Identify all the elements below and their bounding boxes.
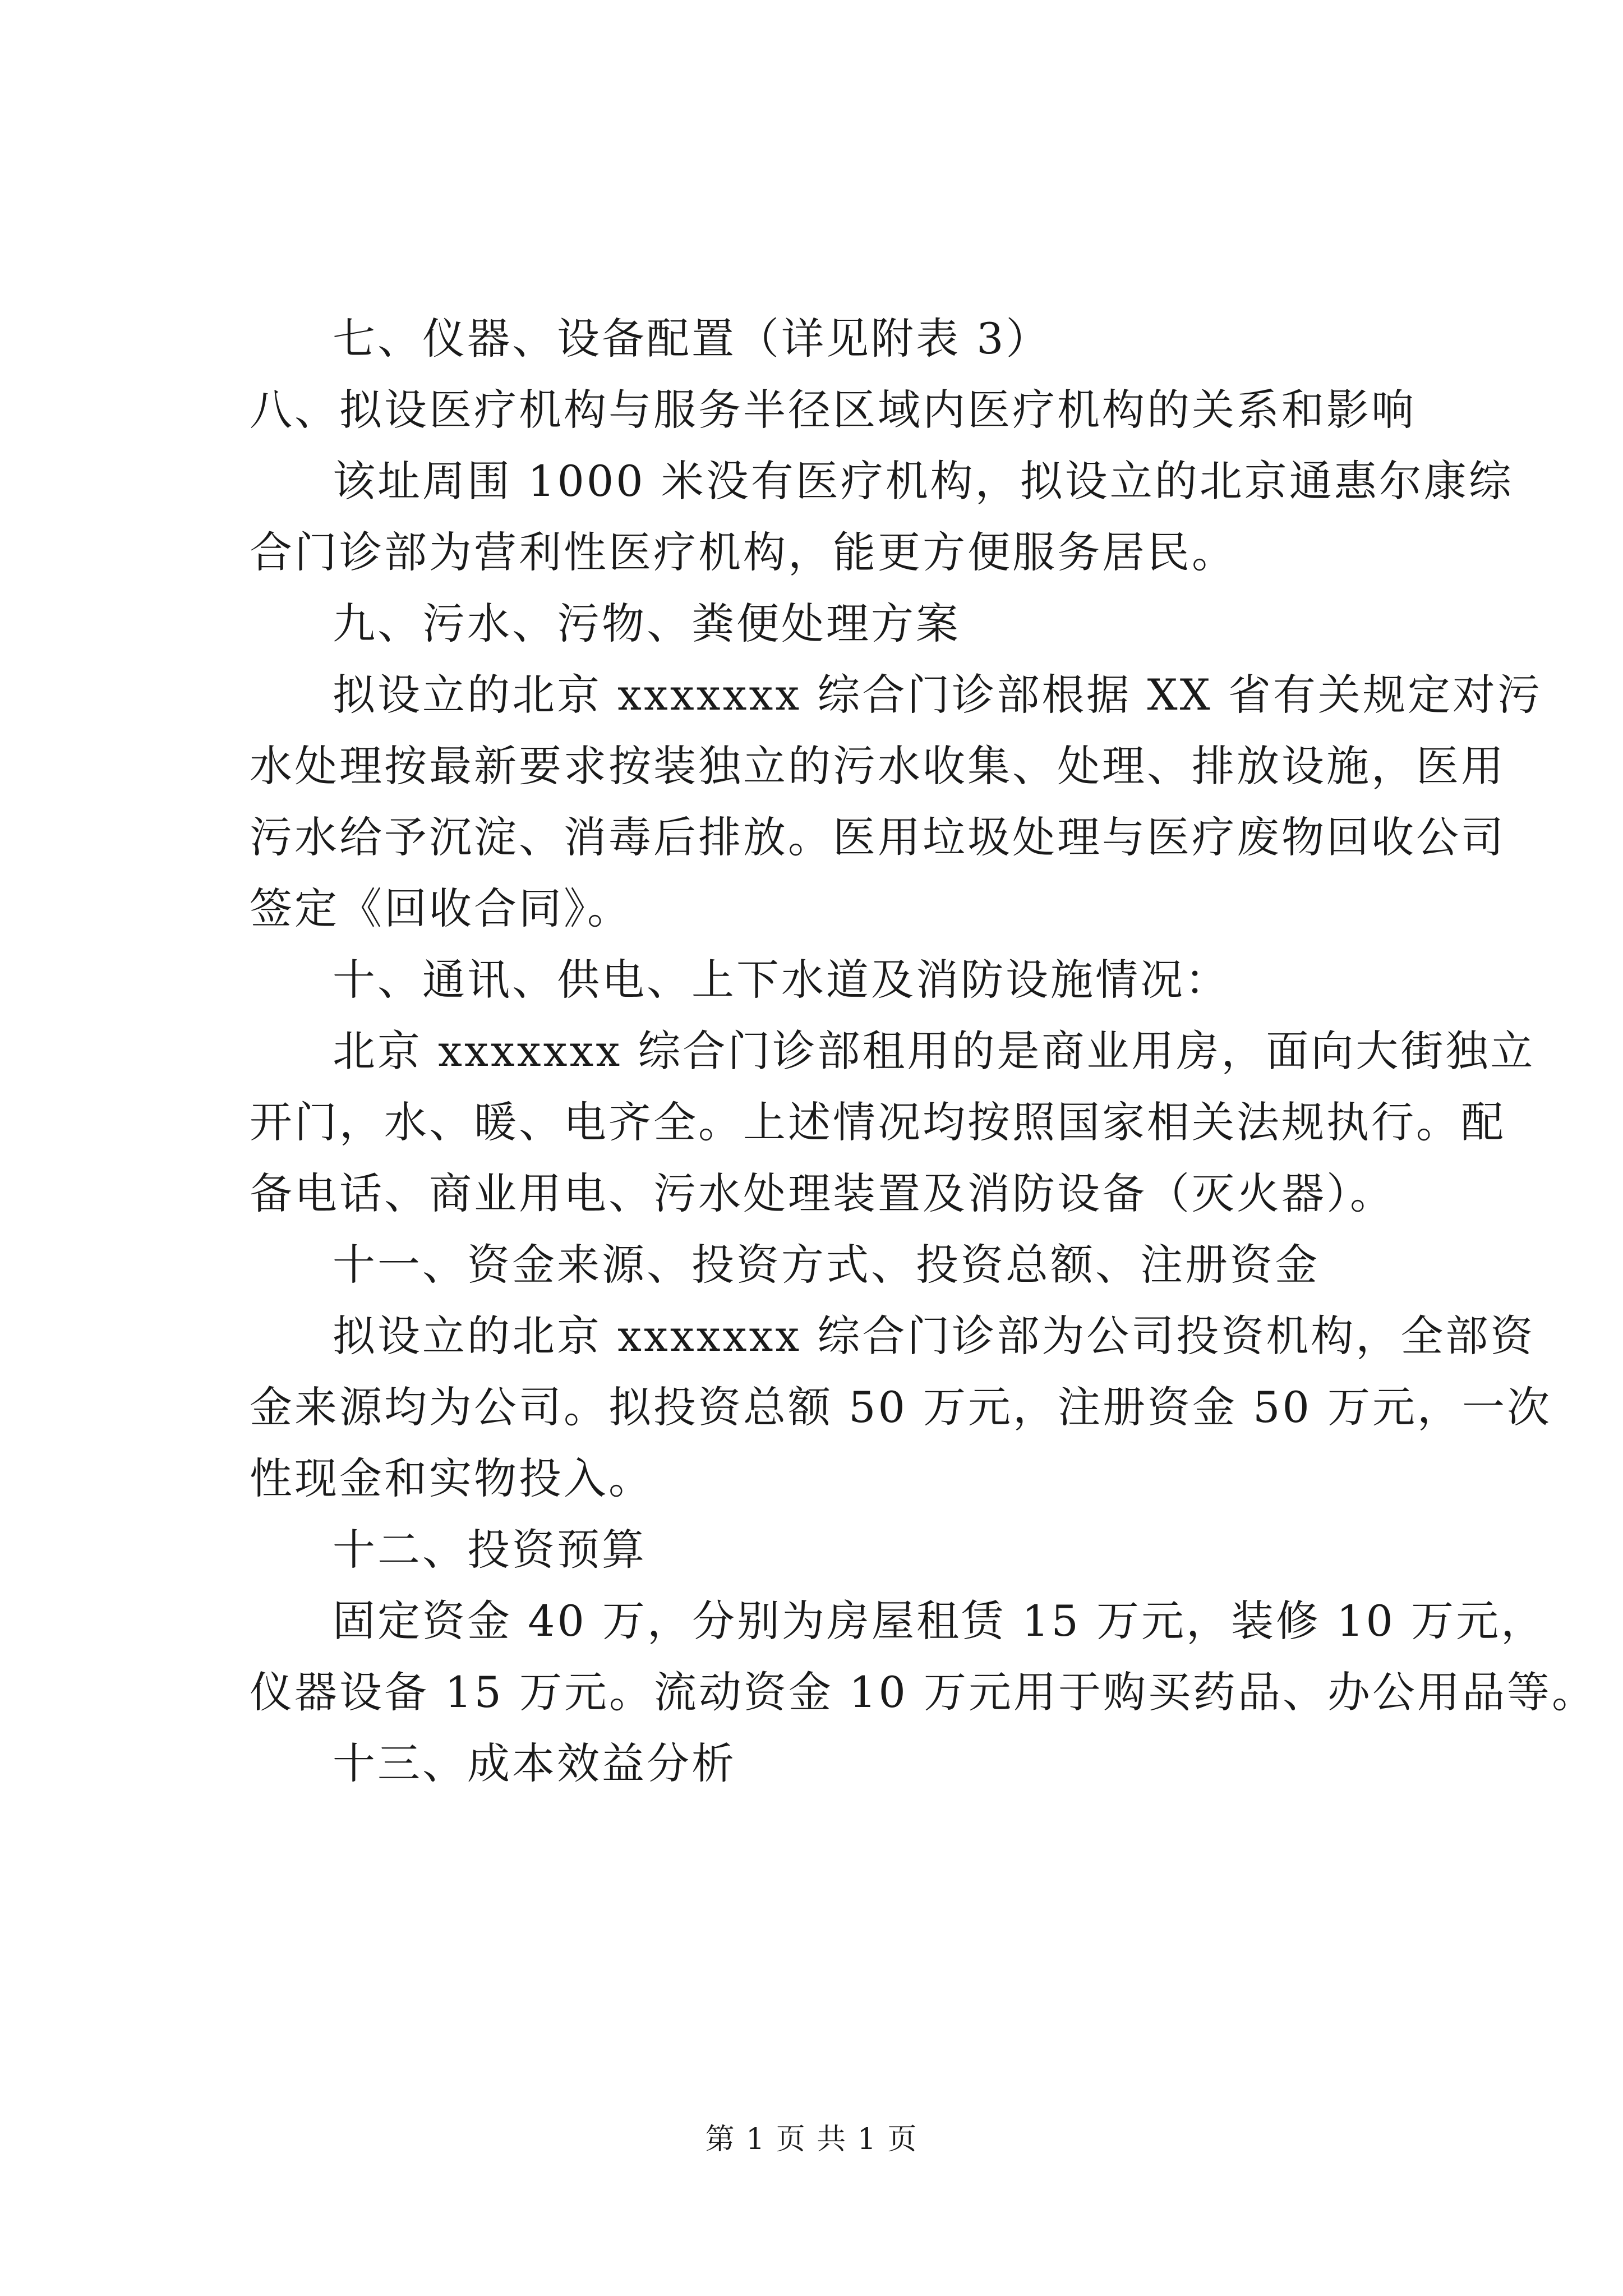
- paragraph-line: 金来源均为公司。拟投资总额 50 万元，注册资金 50 万元，一次: [250, 1382, 1552, 1432]
- paragraph-line: 污水给予沉淀、消毒后排放。医用垃圾处理与医疗废物回收公司: [250, 812, 1506, 862]
- paragraph-line: 水处理按最新要求按装独立的污水收集、处理、排放设施，医用: [250, 741, 1506, 791]
- document-body: [250, 303, 1597, 1799]
- heading-section-13: 十三、成本效益分析: [333, 1738, 736, 1788]
- paragraph-line: 拟设立的北京 xxxxxxx 综合门诊部根据 XX 省有关规定对污: [333, 670, 1542, 720]
- paragraph-line: 合门诊部为营利性医疗机构，能更方便服务居民。: [250, 527, 1237, 577]
- heading-section-7: 七、仪器、设备配置（详见附表 3）: [333, 314, 1051, 364]
- heading-section-12: 十二、投资预算: [333, 1525, 647, 1575]
- paragraph-line: 性现金和实物投入。: [250, 1453, 653, 1503]
- paragraph-line: 仪器设备 15 万元。流动资金 10 万元用于购买药品、办公用品等。: [250, 1667, 1597, 1717]
- paragraph-line: 备电话、商业用电、污水处理装置及消防设备（灭火器）。: [250, 1168, 1395, 1218]
- paragraph-line: 签定《回收合同》。: [250, 884, 632, 933]
- heading-section-9: 九、污水、污物、粪便处理方案: [333, 599, 961, 648]
- heading-section-8: 八、拟设医疗机构与服务半径区域内医疗机构的关系和影响: [250, 385, 1416, 435]
- paragraph-line: 固定资金 40 万，分别为房屋租赁 15 万元，装修 10 万元，: [333, 1596, 1546, 1646]
- page-number-footer: 第 1 页 共 1 页: [705, 2123, 918, 2156]
- paragraph-line: 拟设立的北京 xxxxxxx 综合门诊部为公司投资机构，全部资: [333, 1311, 1536, 1361]
- paragraph-line: 北京 xxxxxxx 综合门诊部租用的是商业用房，面向大街独立: [333, 1026, 1536, 1076]
- heading-section-11: 十一、资金来源、投资方式、投资总额、注册资金: [333, 1240, 1320, 1290]
- paragraph-line: 开门，水、暖、电齐全。上述情况均按照国家相关法规执行。配: [250, 1097, 1506, 1147]
- paragraph-line: 该址周围 1000 米没有医疗机构，拟设立的北京通惠尔康综: [333, 456, 1514, 506]
- heading-section-10: 十、通讯、供电、上下水道及消防设施情况：: [333, 955, 1230, 1005]
